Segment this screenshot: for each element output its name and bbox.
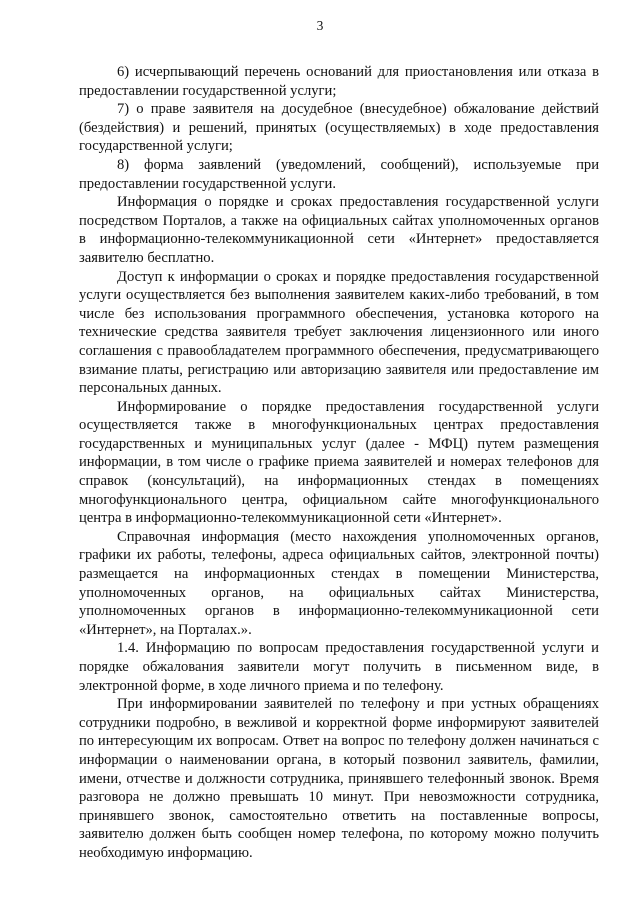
paragraph-phone-info: При информировании заявителей по телефону и при устных обращениях сотрудники подробно, в вежливой и корректной форме информируют заявителей по интересующим их вопросам. Ответ на вопрос по телефону должен начинаться с информации о наименовании органа, в который позвонил заявитель, фамилии, имени, отчестве и должности сотрудника, принявшего телефонный звонок. Время разговора не должно превышать 10 минут. При невозможности сотрудника, принявшего звонок, самостоятельно ответить на поставленные вопросы, заявителю должен быть сообщен номер телефона, по которому можно получить необходимую информацию. <box>79 696 599 861</box>
paragraph-mfc-info: Информирование о порядке предоставления государственной услуги осуществляется также в многофункциональных центрах предоставления государственных и муниципальных услуг (далее - МФЦ) путем размещения информации, в том числе о графике приема заявителей и номерах телефонов для справок (консультаций), на информационных стендах в помещениях многофункционального центра, официальном сайте многофункционального центра в информационно-телекоммуникационной сети «Интернет». <box>79 398 599 527</box>
page-number: 3 <box>316 18 324 33</box>
paragraph-item-6: 6) исчерпывающий перечень оснований для приостановления или отказа в предоставлении государственной услуги; <box>79 64 599 99</box>
document-body <box>79 63 599 863</box>
paragraph-reference-info: Справочная информация (место нахождения уполномоченных органов, графики их работы, телефоны, адреса официальных сайтов, электронной почты) размещается на информационных стендах в помещении Министерства, уполномоченных органов, на официальных сайтах Министерства, уполномоченных органов в информационно-телекоммуникационной сети «Интернет», на Порталах.». <box>79 528 599 638</box>
paragraph-item-8: 8) форма заявлений (уведомлений, сообщений), используемые при предоставлении государственной услуги. <box>79 156 599 192</box>
paragraph-item-7: 7) о праве заявителя на досудебное (внесудебное) обжалование действий (бездействия) и решений, принятых (осуществляемых) в ходе предоставления государственной услуги; <box>79 101 599 155</box>
paragraph-portal-info: Информация о порядке и сроках предоставления государственной услуги посредством Порталов, а также на официальных сайтах уполномоченных органов в информационно-телекоммуникационной сети «Интернет» предоставляется заявителю бесплатно. <box>79 194 599 266</box>
paragraph-access-info: Доступ к информации о сроках и порядке предоставления государственной услуги осуществляется без выполнения заявителем каких-либо требований, в том числе без использования программного обеспечения, установка которого на технические средства заявителя требует заключения лицензионного или иного соглашения с правообладателем программного обеспечения, предусматривающего взимание платы, регистрацию или авторизацию заявителя или предоставление им персональных данных. <box>79 268 599 397</box>
paragraph-section-1-4: 1.4. Информацию по вопросам предоставления государственной услуги и порядке обжалования заявители могут получить в письменном виде, в электронной форме, в ходе личного приема и по телефону. <box>79 640 599 694</box>
